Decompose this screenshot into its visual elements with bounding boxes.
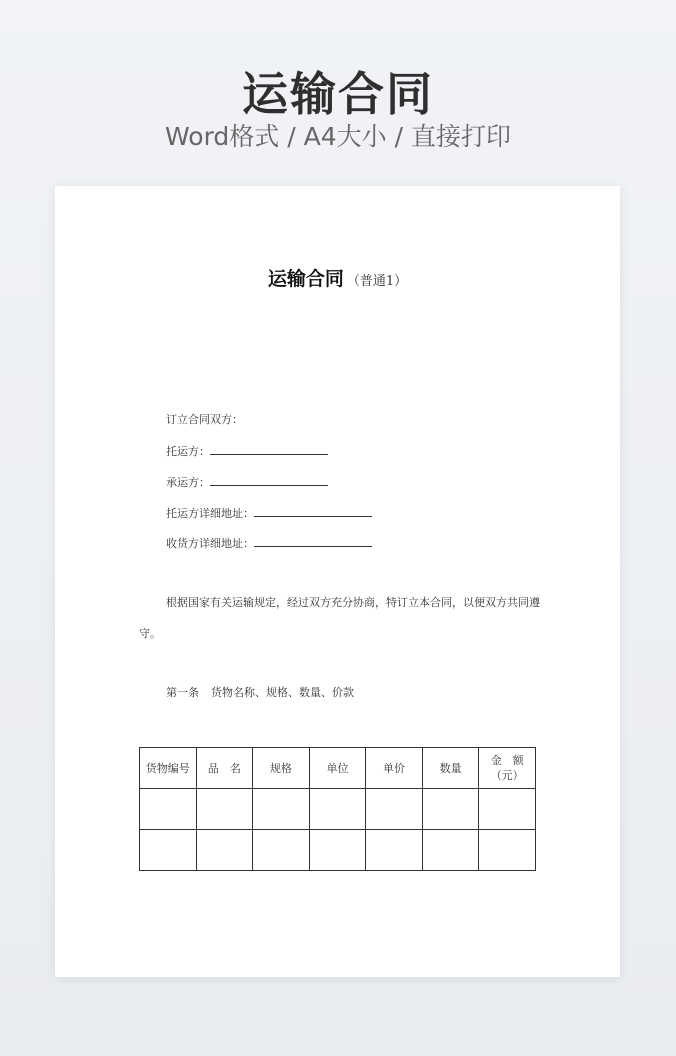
table-cell[interactable] <box>253 789 310 830</box>
carrier-line <box>166 473 328 491</box>
goods-table <box>139 747 536 871</box>
table-cell[interactable] <box>140 789 197 830</box>
banner-title: 运输合同 <box>242 67 434 121</box>
document-title-main: 运输合同 <box>267 268 344 290</box>
shipper-line <box>166 442 328 460</box>
table-header-row <box>140 748 536 789</box>
table-cell[interactable] <box>196 789 253 830</box>
header-amount <box>479 748 536 789</box>
parties-heading: 订立合同双方： <box>166 413 243 426</box>
consignee-address-line <box>166 534 372 552</box>
table-cell[interactable] <box>253 830 310 871</box>
header-quantity: 数量 <box>422 748 479 789</box>
table-cell[interactable] <box>309 830 366 871</box>
consignee-address-label: 收货方详细地址： <box>166 537 254 550</box>
header-product-name: 品 名 <box>196 748 253 789</box>
preamble-line-1: 根据国家有关运输规定，经过双方充分协商，特订立本合同，以便双方共同遵 <box>166 596 540 609</box>
table-cell[interactable] <box>309 789 366 830</box>
header-amount-line-2: （元） <box>490 769 524 782</box>
document-page <box>55 186 620 977</box>
table-row <box>140 789 536 830</box>
article-1-number: 第一条 <box>166 686 199 699</box>
header-unit: 单位 <box>309 748 366 789</box>
table-row <box>140 830 536 871</box>
table-cell[interactable] <box>479 830 536 871</box>
document-title <box>55 266 620 295</box>
banner-subtitle: Word格式 / A4大小 / 直接打印 <box>165 122 511 151</box>
table-cell[interactable] <box>422 789 479 830</box>
carrier-blank[interactable] <box>210 473 328 486</box>
header-goods-number: 货物编号 <box>140 748 197 789</box>
header-specification: 规格 <box>253 748 310 789</box>
shipper-address-blank[interactable] <box>254 504 372 517</box>
table-cell[interactable] <box>140 830 197 871</box>
article-1-heading <box>166 685 354 701</box>
consignee-address-blank[interactable] <box>254 534 372 547</box>
document-title-note: （普通1） <box>346 274 408 289</box>
shipper-label: 托运方： <box>166 445 210 458</box>
table-cell[interactable] <box>366 789 423 830</box>
article-1-title: 货物名称、规格、数量、价款 <box>211 686 354 699</box>
shipper-blank[interactable] <box>210 442 328 455</box>
header-amount-line-1: 金 额 <box>490 754 524 767</box>
table-cell[interactable] <box>366 830 423 871</box>
table-cell[interactable] <box>196 830 253 871</box>
shipper-address-line <box>166 504 372 522</box>
table-cell[interactable] <box>479 789 536 830</box>
preamble-line-2: 守。 <box>139 627 161 640</box>
carrier-label: 承运方： <box>166 476 210 489</box>
shipper-address-label: 托运方详细地址： <box>166 507 254 520</box>
table-cell[interactable] <box>422 830 479 871</box>
preamble-paragraph <box>139 587 539 649</box>
header-unit-price: 单价 <box>366 748 423 789</box>
